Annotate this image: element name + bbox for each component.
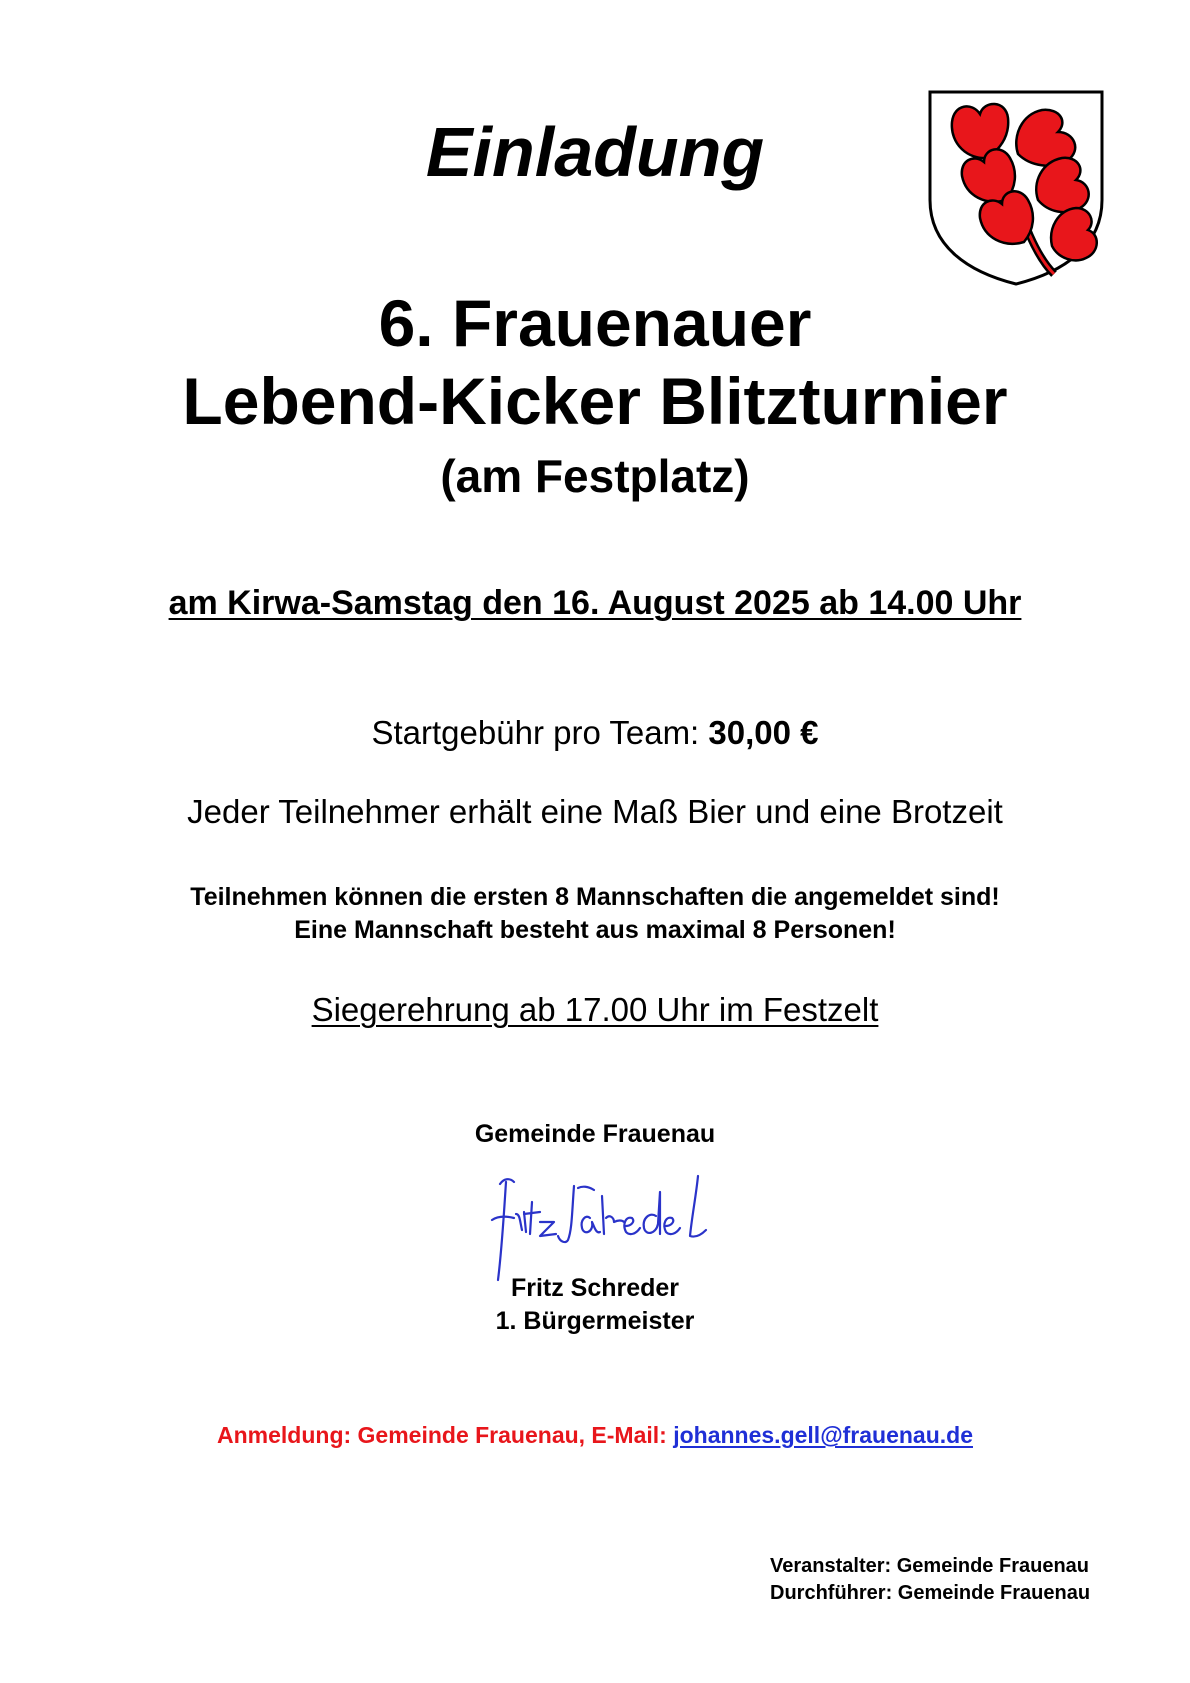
entry-fee-amount: 30,00 € <box>708 714 819 751</box>
event-location: (am Festplatz) <box>440 450 750 502</box>
page-title: Einladung <box>425 113 765 191</box>
registration-email-link[interactable]: johannes.gell@frauenau.de <box>673 1422 973 1448</box>
registration-info <box>0 1420 1190 1450</box>
footer <box>770 1553 1170 1607</box>
signer-name: Fritz Schreder <box>510 1274 680 1302</box>
executor-line: Durchführer: Gemeinde Frauenau <box>770 1582 1091 1604</box>
participant-info: Jeder Teilnehmer erhält eine Maß Bier und eine Brotzeit <box>187 793 1003 830</box>
signer-title: 1. Bürgermeister <box>495 1307 695 1335</box>
entry-fee-label: Startgebühr pro Team: <box>371 714 709 751</box>
organization-name: Gemeinde Frauenau <box>474 1120 716 1148</box>
event-date: am Kirwa-Samstag den 16. August 2025 ab 14.00 Uhr <box>168 584 1022 622</box>
coat-of-arms-icon <box>926 88 1106 288</box>
award-ceremony: Siegerehrung ab 17.00 Uhr im Festzelt <box>311 991 879 1028</box>
organizer-line: Veranstalter: Gemeinde Frauenau <box>770 1555 1090 1577</box>
rule-line: Eine Mannschaft besteht aus maximal 8 Personen! <box>294 916 896 944</box>
signature-image <box>470 1156 740 1286</box>
entry-fee <box>0 713 1190 753</box>
rule-line: Teilnehmen können die ersten 8 Mannschaften die angemeldet sind! <box>190 883 1000 911</box>
event-title-line-1: 6. Frauenauer <box>378 286 812 360</box>
event-title-line-2: Lebend-Kicker Blitzturnier <box>182 364 1008 438</box>
registration-label: Anmeldung: Gemeinde Frauenau, E-Mail: <box>217 1422 674 1448</box>
